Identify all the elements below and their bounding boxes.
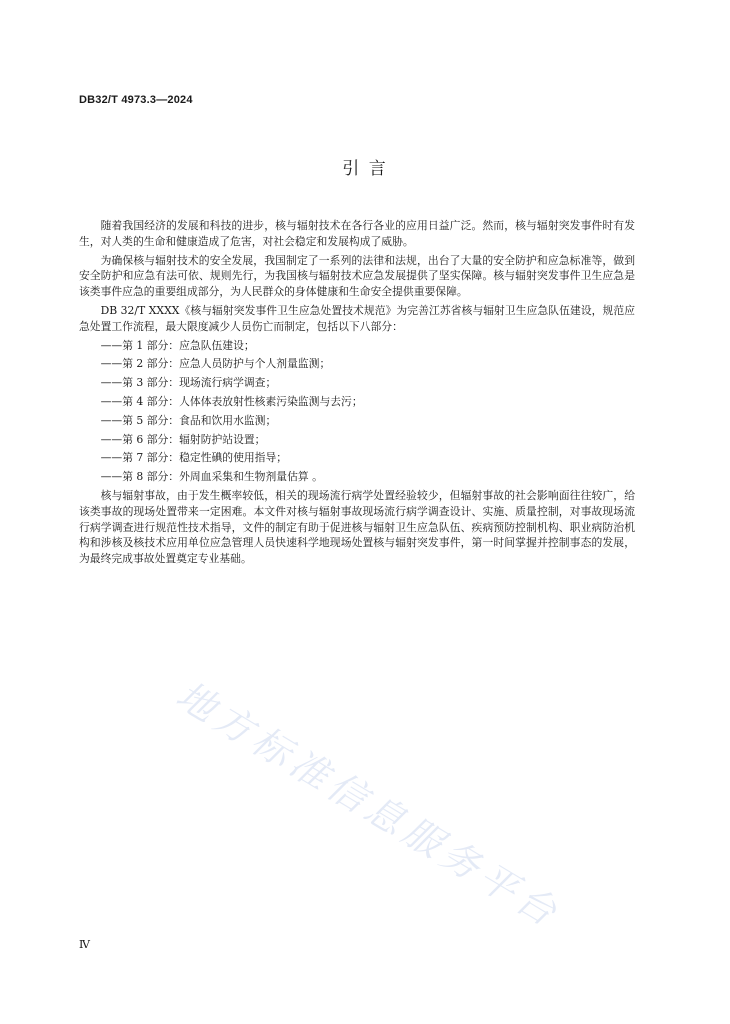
watermark: 地方标准信息服务平台 xyxy=(168,672,569,938)
list-item: ——第 5 部分：食品和饮用水监测； xyxy=(100,413,277,427)
list-item: ——第 2 部分：应急人员防护与个人剂量监测； xyxy=(100,357,331,371)
document-body xyxy=(79,218,635,570)
intro-paragraph: DB 32/T XXXX《核与辐射突发事件卫生应急处置技术规范》为完善江苏省核与辐射卫生应急队伍建设，规范应急处置工作流程，最大限度减少人员伤亡而制定，包括以下八部分： xyxy=(79,303,635,333)
document-code: DB32/T 4973.3—2024 xyxy=(79,94,193,106)
list-item: ——第 6 部分：辐射防护站设置； xyxy=(100,432,266,446)
list-item: ——第 4 部分：人体体表放射性核素污染监测与去污； xyxy=(100,394,363,408)
list-item: ——第 1 部分：应急队伍建设； xyxy=(100,338,255,352)
intro-paragraph: 为确保核与辐射技术的安全发展，我国制定了一系列的法律和法规，出台了大量的安全防护和应急标准等，做到安全防护和应急有法可依、规则先行，为我国核与辐射技术应急发展提供了坚实保障。核与辐射突发事件卫生应急是该类事件应急的重要组成部分，为人民群众的身体健康和生命安全提供重要保障。 xyxy=(79,253,635,299)
closing-paragraph: 核与辐射事故，由于发生概率较低，相关的现场流行病学处置经验较少，但辐射事故的社会影响面往往较广，给该类事故的现场处置带来一定困难。本文件对核与辐射事故现场流行病学调查设计、实施、质量控制，对事故现场流行病学调查进行规范性技术指导，文件的制定有助于促进核与辐射卫生应急队伍、疾病预防控制机构、职业病防治机构和涉核及核技术应用单位应急管理人员快速科学地现场处置核与辐射突发事件，第一时间掌握并控制事态的发展，为最终完成事故处置奠定专业基础。 xyxy=(79,488,635,566)
parts-list xyxy=(79,338,635,485)
list-item: ——第 8 部分：外周血采集和生物剂量估算 。 xyxy=(100,470,323,484)
list-item: ——第 7 部分：稳定性碘的使用指导； xyxy=(100,451,288,465)
page-title: 引 言 xyxy=(342,159,388,179)
intro-paragraph: 随着我国经济的发展和科技的进步，核与辐射技术在各行各业的应用日益广泛。然而，核与辐射突发事件时有发生，对人类的生命和健康造成了危害，对社会稳定和发展构成了威胁。 xyxy=(79,219,635,248)
list-item: ——第 3 部分：现场流行病学调查； xyxy=(100,376,277,390)
page-number: Ⅳ xyxy=(79,938,90,951)
